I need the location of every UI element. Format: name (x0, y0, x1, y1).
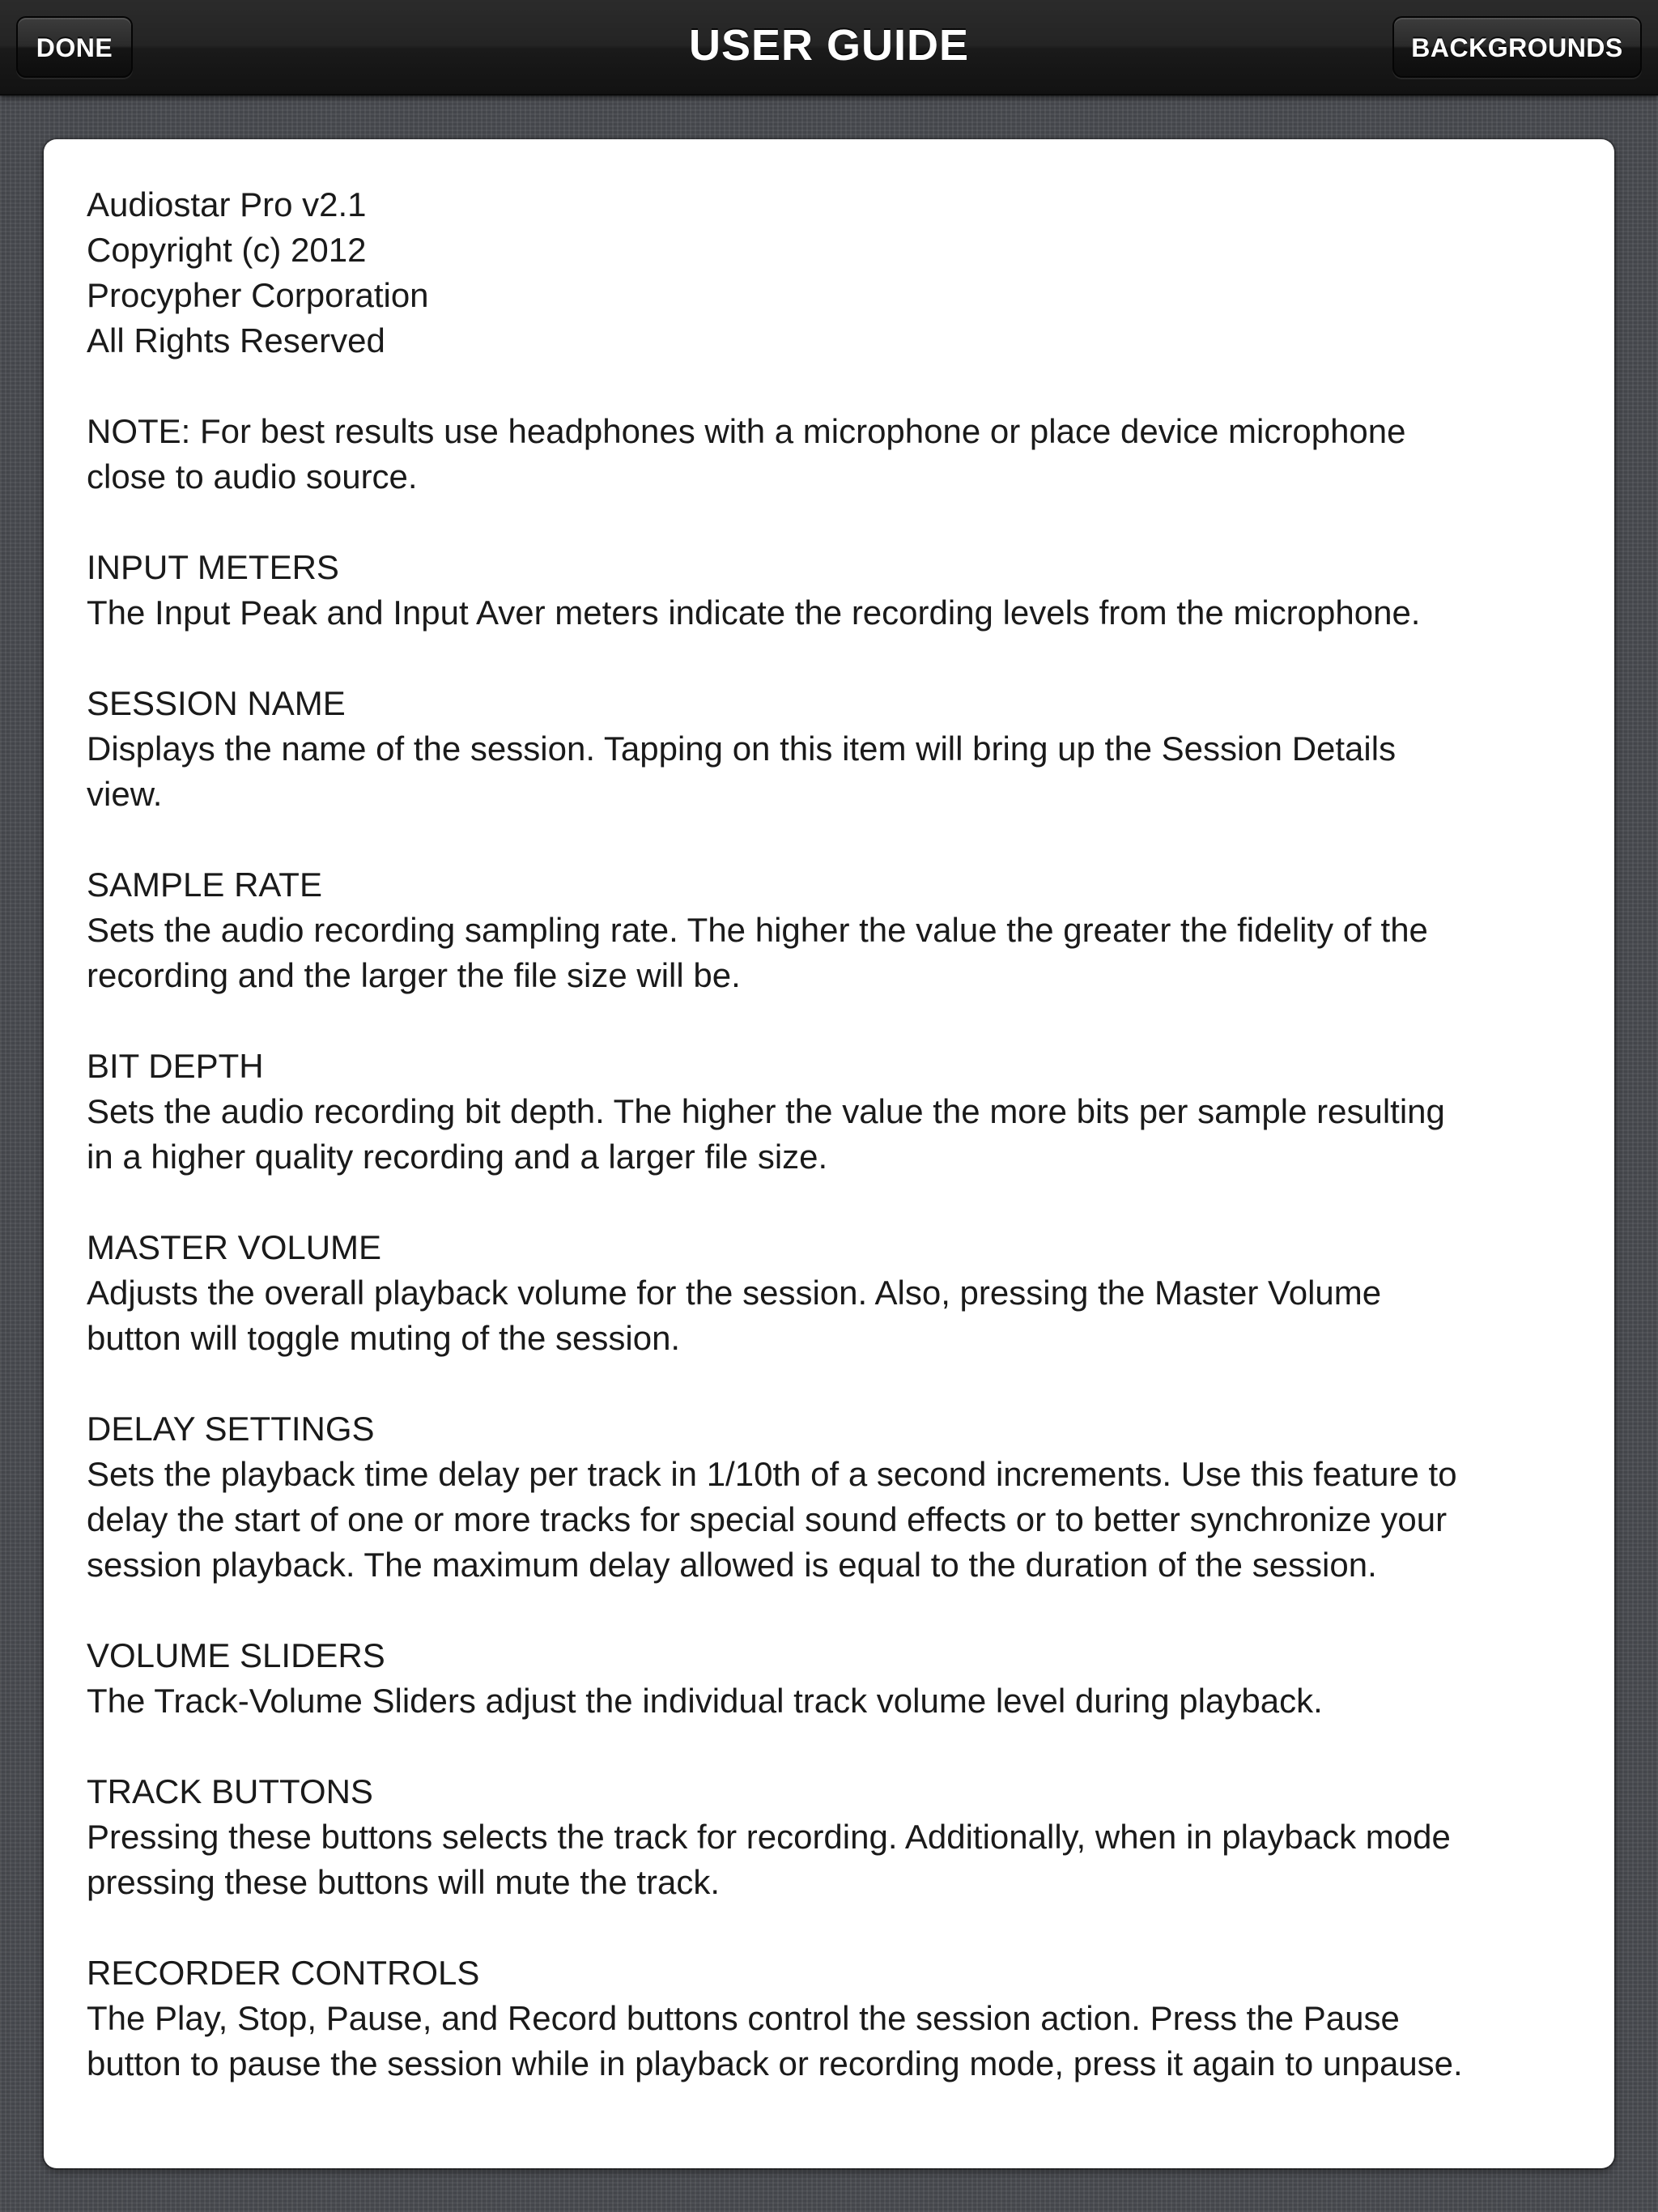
section-bit-depth (87, 1044, 1584, 1180)
section-heading: VOLUME SLIDERS (87, 1636, 385, 1674)
company-name: Procypher Corporation (87, 276, 429, 314)
section-heading: RECORDER CONTROLS (87, 1954, 480, 1992)
section-body-line: Sets the playback time delay per track in 1/10th of a second increments. Use this feature to (87, 1455, 1457, 1493)
section-body-line: Displays the name of the session. Tapping on this item will bring up the Session Details (87, 730, 1397, 768)
app-info-block (87, 182, 1584, 364)
section-body-line: button to pause the session while in playback or recording mode, press it again to unpause. (87, 2044, 1463, 2082)
note-line: NOTE: For best results use headphones with a microphone or place device microphone (87, 412, 1406, 450)
section-input-meters (87, 545, 1584, 636)
section-heading: TRACK BUTTONS (87, 1772, 373, 1810)
section-heading: SAMPLE RATE (87, 866, 322, 904)
done-button[interactable]: DONE (16, 16, 133, 78)
section-heading: MASTER VOLUME (87, 1228, 382, 1266)
note-line: close to audio source. (87, 457, 418, 496)
section-body-line: button will toggle muting of the session. (87, 1319, 681, 1357)
section-heading: BIT DEPTH (87, 1047, 264, 1085)
app-name-version: Audiostar Pro v2.1 (87, 185, 367, 223)
section-body-line: view. (87, 775, 163, 813)
section-sample-rate (87, 862, 1584, 998)
section-body-line: Sets the audio recording bit depth. The higher the value the more bits per sample resulting (87, 1092, 1445, 1130)
copyright-line: Copyright (c) 2012 (87, 231, 367, 269)
section-body-line: recording and the larger the file size will be. (87, 956, 741, 994)
section-session-name (87, 681, 1584, 817)
section-body-line: delay the start of one or more tracks for special sound effects or to better synchronize your (87, 1500, 1448, 1538)
section-body-line: Pressing these buttons selects the track for recording. Additionally, when in playback mode (87, 1818, 1451, 1856)
backgrounds-button[interactable]: BACKGROUNDS (1392, 16, 1642, 78)
section-heading: INPUT METERS (87, 548, 339, 586)
user-guide-panel[interactable] (44, 139, 1614, 2168)
section-body-line: Sets the audio recording sampling rate. The higher the value the greater the fidelity of the (87, 911, 1428, 949)
section-delay-settings (87, 1406, 1584, 1588)
section-master-volume (87, 1225, 1584, 1361)
section-body-line: The Input Peak and Input Aver meters indicate the recording levels from the microphone. (87, 593, 1421, 632)
section-body-line: The Play, Stop, Pause, and Record buttons control the session action. Press the Pause (87, 1999, 1400, 2037)
section-body-line: pressing these buttons will mute the track. (87, 1863, 721, 1901)
section-body-line: session playback. The maximum delay allowed is equal to the duration of the session. (87, 1546, 1377, 1584)
user-guide-text (87, 182, 1584, 2087)
section-recorder-controls (87, 1950, 1584, 2087)
section-volume-sliders (87, 1633, 1584, 1724)
note-block (87, 409, 1584, 500)
section-body-line: The Track-Volume Sliders adjust the individual track volume level during playback. (87, 1682, 1323, 1720)
page-title: USER GUIDE (688, 21, 970, 70)
section-heading: DELAY SETTINGS (87, 1410, 375, 1448)
section-body-line: Adjusts the overall playback volume for the session. Also, pressing the Master Volume (87, 1274, 1382, 1312)
section-body-line: in a higher quality recording and a larger file size. (87, 1138, 828, 1176)
section-track-buttons (87, 1769, 1584, 1905)
section-heading: SESSION NAME (87, 684, 346, 722)
rights-line: All Rights Reserved (87, 321, 385, 359)
navigation-bar (0, 0, 1658, 96)
